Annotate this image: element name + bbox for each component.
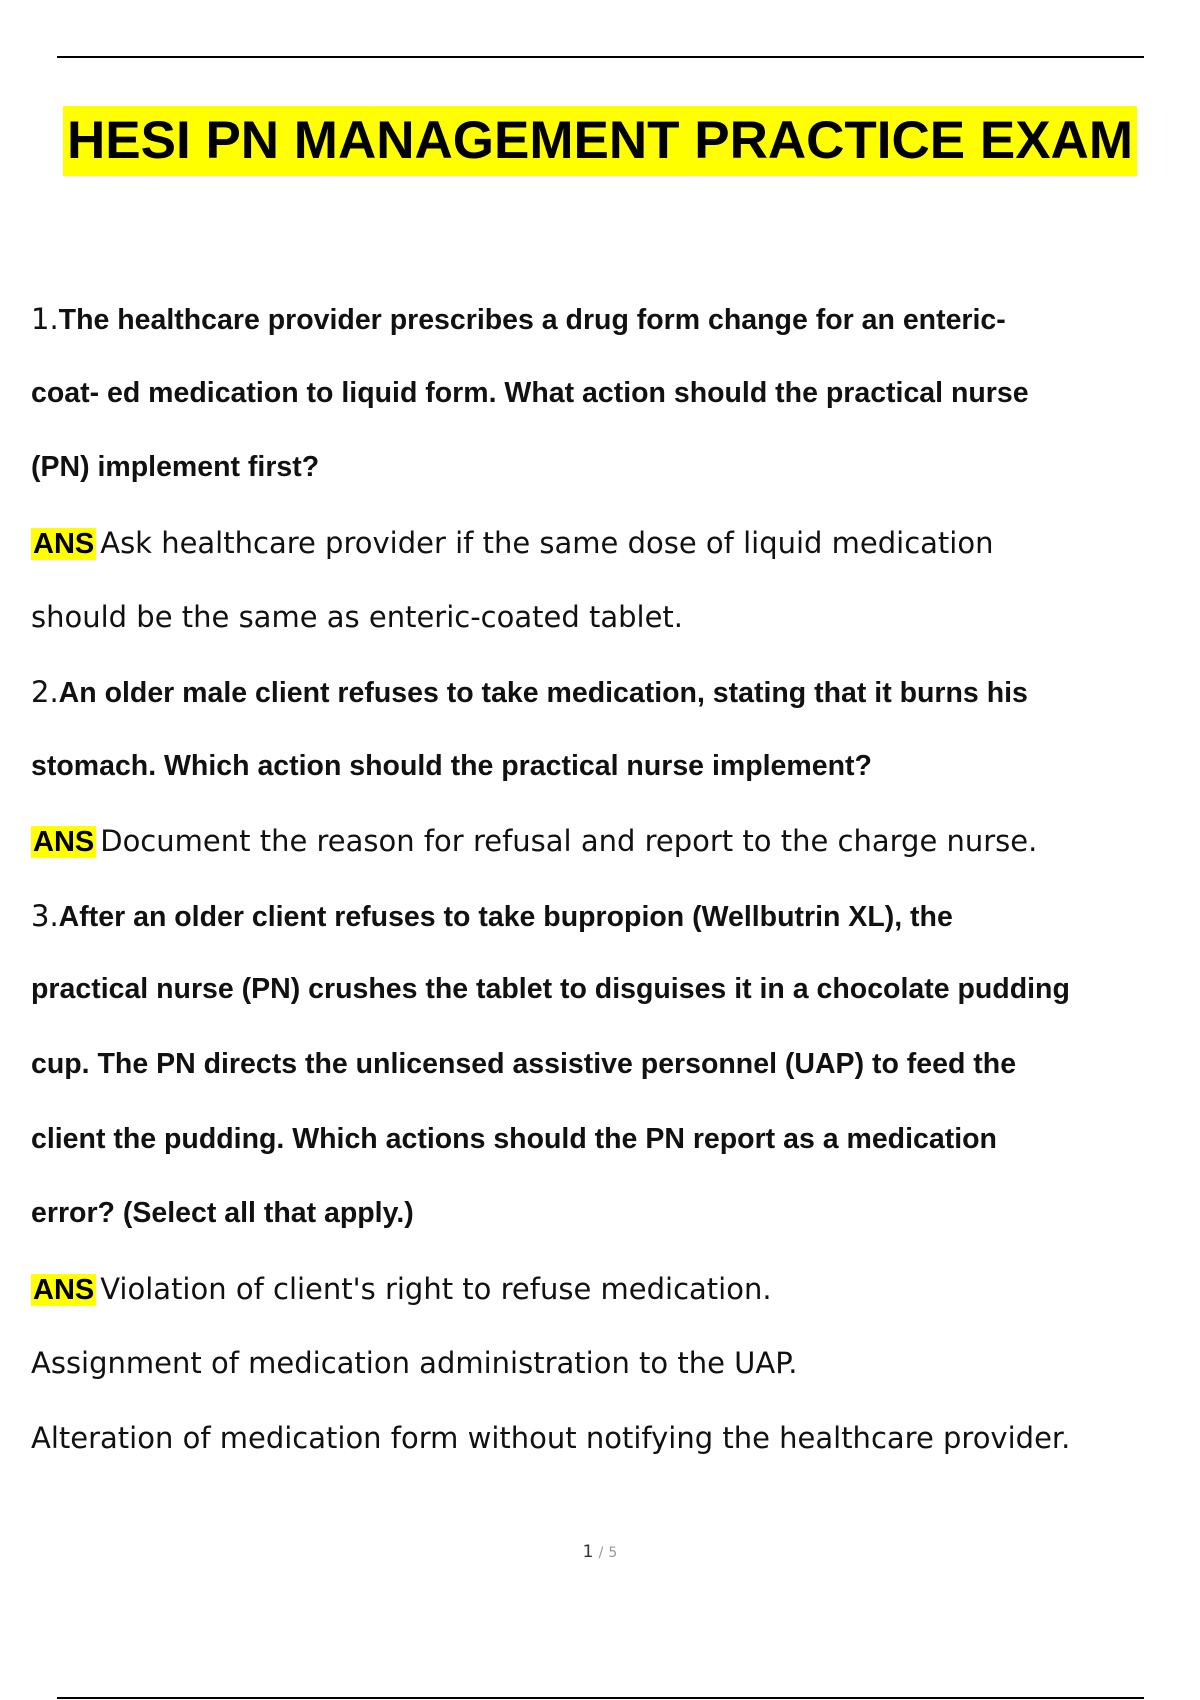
question-number: 1. — [31, 302, 59, 336]
answer-text: Document the reason for refusal and report to the charge nurse. — [100, 824, 1038, 859]
question-line — [31, 1123, 1196, 1198]
bottom-rule — [57, 1697, 1144, 1699]
question-text: An older male client refuses to take medication, stating that it burns his — [58, 676, 1028, 709]
document-body — [31, 302, 1196, 1496]
question-line — [31, 675, 1196, 750]
question-text: practical nurse (PN) crushes the tablet to disguises it in a chocolate pudding — [31, 973, 1070, 1006]
answer-line — [31, 824, 1196, 899]
answer-text: Violation of client's right to refuse medication. — [100, 1271, 772, 1306]
answer-text: Ask healthcare provider if the same dose of liquid medication — [100, 525, 994, 560]
title-container — [0, 106, 1200, 176]
answer-line — [31, 1421, 1196, 1496]
answer-label: ANS — [33, 1273, 95, 1306]
question-line — [31, 899, 1196, 974]
top-rule — [57, 56, 1144, 58]
question-line — [31, 451, 1196, 526]
question-line — [31, 750, 1196, 825]
document-title: HESI PN MANAGEMENT PRACTICE EXAM — [63, 106, 1137, 176]
question-text: stomach. Which action should the practical nurse implement? — [31, 749, 872, 782]
page-number — [0, 1542, 1200, 1562]
answer-line — [31, 1346, 1196, 1421]
question-number: 2. — [31, 674, 59, 709]
page-separator: / — [598, 1545, 604, 1561]
question-text: error? (Select all that apply.) — [31, 1197, 414, 1230]
question-line — [31, 377, 1196, 452]
answer-label: ANS — [33, 527, 95, 560]
answer-text: should be the same as enteric-coated tablet. — [31, 600, 684, 635]
answer-line — [31, 600, 1196, 675]
question-text: After an older client refuses to take bupropion (Wellbutrin XL), the — [58, 900, 953, 933]
answer-line — [31, 1272, 1196, 1347]
answer-text: Alteration of medication form without notifying the healthcare provider. — [31, 1420, 1071, 1455]
answer-label: ANS — [33, 826, 95, 859]
question-line — [31, 1197, 1196, 1272]
page-total: 5 — [608, 1545, 618, 1561]
question-line — [31, 973, 1196, 1048]
answer-text: Assignment of medication administration to the UAP. — [31, 1346, 798, 1381]
question-line — [31, 1048, 1196, 1123]
answer-line — [31, 526, 1196, 601]
page-current: 1 — [582, 1542, 594, 1562]
question-text: coat- ed medication to liquid form. What action should the practical nurse — [31, 376, 1029, 409]
question-line — [31, 302, 1196, 377]
question-number: 3. — [31, 898, 59, 933]
question-text: (PN) implement first? — [31, 451, 320, 484]
question-text: cup. The PN directs the unlicensed assistive personnel (UAP) to feed the — [31, 1047, 1017, 1080]
question-text: The healthcare provider prescribes a drug form change for an enteric- — [58, 304, 1006, 336]
question-text: client the pudding. Which actions should the PN report as a medication — [31, 1122, 997, 1155]
